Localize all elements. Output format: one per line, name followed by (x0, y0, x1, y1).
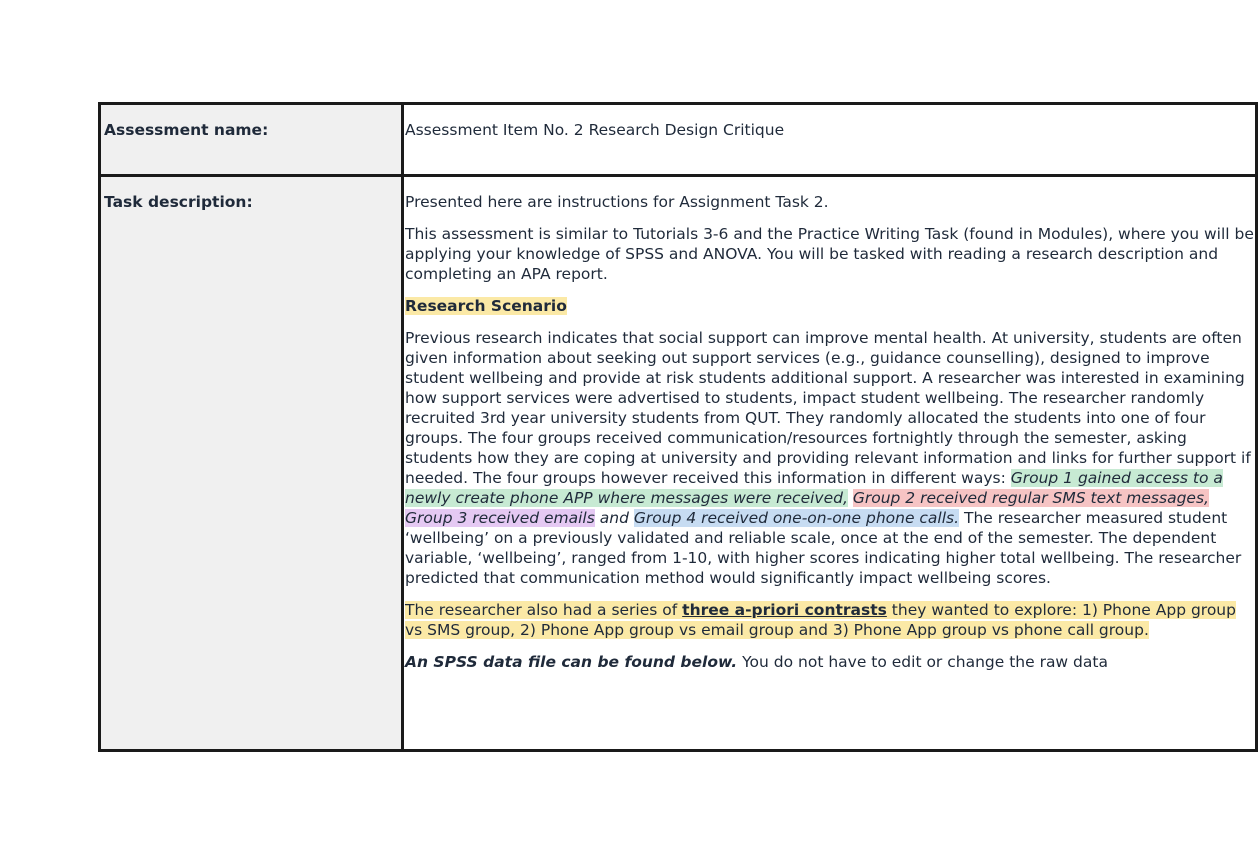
research-scenario-heading-text: Research Scenario (405, 297, 567, 315)
spss-bold-text: An SPSS data file can be found below. (405, 653, 738, 671)
contrast-pre-text: The researcher also had a series of (405, 601, 683, 619)
assessment-name-value: Assessment Item No. 2 Research Design Critique (403, 104, 1257, 176)
research-scenario-heading (405, 296, 1255, 316)
contrasts-paragraph (405, 600, 1255, 640)
assessment-table (98, 102, 1258, 752)
scenario-end-text: The researcher measured student ‘wellbeing’ on a previously validated and reliable scale, once at the end of the semester. The dependent variable, ‘wellbeing’, ranged from 1-10, with higher scores indicating higher total wellbeing. The researcher predicted that communication method would significantly impact wellbeing scores. (405, 509, 1242, 587)
scenario-text: Previous research indicates that social support can improve mental health. At university, students are often given information about seeking out support services (e.g., guidance counselling), designed to improve student wellbeing and provide at risk students additional support. A researcher was interested in examining how support services were advertised to students, impact student wellbeing. The researcher randomly recruited 3rd year university students from QUT. They randomly allocated the students into one of four groups. The four groups received communication/resources fortnightly through the semester, asking students how they are coping at university and providing relevant information and links for further support if needed. The four groups however received this information in different ways: (405, 329, 1251, 487)
overview-paragraph: This assessment is similar to Tutorials 3-6 and the Practice Writing Task (found in Modules), where you will be applying your knowledge of SPSS and ANOVA. You will be tasked with reading a research description and completing an APA report. (405, 225, 1254, 283)
group1-text: Group 1 gained access to a newly create phone APP where messages were received, (405, 469, 1223, 507)
group4-text: Group 4 received one-on-one phone calls. (633, 509, 960, 527)
spss-paragraph (405, 652, 1255, 672)
spss-rest-text: You do not have to edit or change the raw data (737, 653, 1108, 671)
group2-text: Group 2 received regular SMS text messages, (852, 489, 1209, 507)
assessment-name-label: Assessment name: (100, 104, 403, 176)
assessment-name-row (100, 104, 1257, 176)
task-description-row (100, 176, 1257, 751)
group3-text: Group 3 received emails (405, 509, 595, 527)
scenario-paragraph (405, 328, 1255, 588)
contrast-bold-text: three a-priori contrasts (682, 601, 887, 619)
contrast-post-text: they wanted to explore: 1) Phone App group vs SMS group, 2) Phone App group vs email group and 3) Phone App group vs phone call group. (405, 601, 1236, 639)
and-text: and (599, 509, 629, 527)
task-description-content (403, 176, 1257, 751)
task-description-label: Task description: (100, 176, 403, 751)
intro-paragraph: Presented here are instructions for Assignment Task 2. (405, 193, 829, 211)
